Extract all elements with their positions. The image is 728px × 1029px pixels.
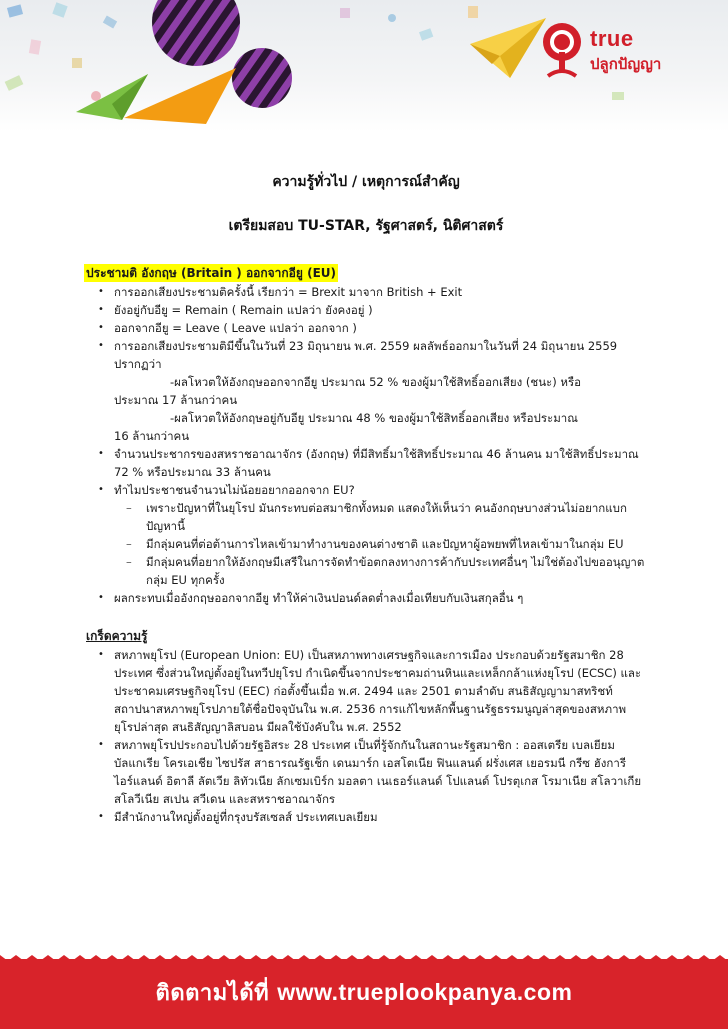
list-item: • สหภาพยุโรป (European Union: EU) เป็นสหภาพทางเศรษฐกิจและการเมือง ประกอบด้วยรัฐสมาชิก 28 ประเทศ ซึ่งส่วนใหญ่ตั้งอยู่ในทวีปยุโรป กำเนิดขึ้นจากประชาคมถ่านหินและเหล็กกล้าแห่งยุโรป (ECSC) และประชาคมเศรษฐกิจยุโรป (EEC) ก่อตั้งขึ้นเมื่อ พ.ศ. 2494 และ 2501 ตามลำดับ สนธิสัญญามาสทริชท์สถาปนาสหภาพยุโรปภายใต้ชื่อปัจจุบันใน พ.ศ. 2536 การแก้ไขหลักพื้นฐานรัฐธรรมนูญล่าสุดของสหภาพยุโรปล่าสุด สนธิสัญญาลิสบอน มีผลใช้บังคับใน พ.ศ. 2552 [86, 646, 646, 736]
tree-logo-icon [538, 22, 586, 80]
section-heading-trivia: เกร็ดความรู้ [86, 629, 148, 643]
list-item: • ผลกระทบเมื่ออังกฤษออกจากอียู ทำให้ค่าเงินปอนด์ลดต่ำลงเมื่อเทียบกับเงินสกุลอื่น ๆ [86, 589, 646, 607]
list-item: • สหภาพยุโรปประกอบไปด้วยรัฐอิสระ 28 ประเทศ เป็นที่รู้จักกันในสถานะรัฐสมาชิก : ออสเตรีย เบลเยียม บัลแกเรีย โครเอเชีย ไซปรัส สาธารณรัฐเช็ก เดนมาร์ก เอสโตเนีย ฟินแลนด์ ฝรั่งเศส เยอรมนี กรีซ ฮังการี ไอร์แลนด์ อิตาลี ลัตเวีย ลิทัวเนีย ลักเซมเบิร์ก มอลตา เนเธอร์แลนด์ โปแลนด์ โปรตุเกส โรมาเนีย สโลวาเกีย สโลวีเนีย สเปน สวีเดน และสหราชอาณาจักร [86, 736, 646, 808]
list-item: • การออกเสียงประชามติมีขึ้นในวันที่ 23 มิถุนายน พ.ศ. 2559 ผลลัพธ์ออกมาในวันที่ 24 มิถุนายน 2559 ปรากฏว่า -ผลโหวตให้อังกฤษออกจากอียู ประมาณ 52 % ของผู้มาใช้สิทธิ์ออกเสียง (ชนะ) หรือ ประมาณ 17 ล้านกว่าคน -ผลโหวตให้อังกฤษอยู่กับอียู ประมาณ 48 % ของผู้มาใช้สิทธิ์ออกเสียง หรือประมาณ 16 ล้านกว่าคน [86, 337, 646, 445]
brexit-bullet-list [86, 283, 646, 607]
vote-leave-result: -ผลโหวตให้อังกฤษออกจากอียู ประมาณ 52 % ของผู้มาใช้สิทธิ์ออกเสียง (ชนะ) หรือ [170, 375, 582, 389]
list-item: • การออกเสียงประชามติครั้งนี้ เรียกว่า = Brexit มาจาก British + Exit [86, 283, 646, 301]
trueplookpanya-logo [538, 22, 714, 84]
trivia-bullet-list [86, 646, 646, 826]
footer-website-link[interactable]: www.trueplookpanya.com [277, 979, 573, 1005]
section-brexit [86, 236, 646, 607]
vote-remain-result-cont: 16 ล้านกว่าคน [114, 429, 190, 443]
vote-remain-result: -ผลโหวตให้อังกฤษอยู่กับอียู ประมาณ 48 % ของผู้มาใช้สิทธิ์ออกเสียง หรือประมาณ [170, 411, 578, 425]
section-trivia [86, 627, 646, 826]
list-item: • ออกจากอียู = Leave ( Leave แปลว่า ออกจาก ) [86, 319, 646, 337]
section-heading-brexit: ประชามติ อังกฤษ (Britain ) ออกจากอียู (EU) [86, 266, 336, 280]
list-item: • มีสำนักงานใหญ่ตั้งอยู่ที่กรุงบรัสเซลส์ ประเทศเบลเยียม [86, 808, 646, 826]
list-item: • ทำไมประชาชนจำนวนไม่น้อยอยากออกจาก EU? – เพราะปัญหาที่ในยุโรป มันกระทบต่อสมาชิกทั้งหมด แสดงให้เห็นว่า คนอังกฤษบางส่วนไม่อยากแบกปัญหานี้ – มีกลุ่มคนที่ต่อต้านการไหลเข้ามาทำงานของคนต่างชาติ และปัญหาผู้อพยพที่ไหลเข้ามาในกลุ่ม EU – มีกลุ่มคนที่อยากให้อังกฤษมีเสรีในการจัดทำข้อตกลงทางการค้ากับประเทศอื่นๆ ไม่ใช่ต้องไปขออนุญาตกลุ่ม EU ทุกครั้ง [86, 481, 646, 589]
striped-sphere-small [232, 48, 292, 108]
list-item: – มีกลุ่มคนที่อยากให้อังกฤษมีเสรีในการจัดทำข้อตกลงทางการค้ากับประเทศอื่นๆ ไม่ใช่ต้องไปขออนุญาตกลุ่ม EU ทุกครั้ง [126, 553, 646, 589]
document-title: ความรู้ทั่วไป / เหตุการณ์สำคัญ [272, 174, 460, 190]
logo-brand-text: true [590, 26, 634, 51]
vote-leave-result-cont: ประมาณ 17 ล้านกว่าคน [114, 393, 238, 407]
reasons-sub-list [86, 499, 646, 589]
document-body [86, 172, 646, 826]
footer-follow-label: ติดตามได้ที่ [155, 981, 270, 1006]
decorative-small-icons [5, 2, 624, 101]
yellow-paper-plane-icon [470, 18, 546, 78]
striped-sphere-large [152, 0, 240, 66]
document-subtitle: เตรียมสอบ TU-STAR, รัฐศาสตร์, นิติศาสตร์ [228, 218, 504, 234]
list-item: • ยังอยู่กับอียู = Remain ( Remain แปลว่า ยังคงอยู่ ) [86, 301, 646, 319]
list-item: – เพราะปัญหาที่ในยุโรป มันกระทบต่อสมาชิกทั้งหมด แสดงให้เห็นว่า คนอังกฤษบางส่วนไม่อยากแบกปัญหานี้ [126, 499, 646, 535]
logo-subtitle-text: ปลูกปัญญา [590, 55, 662, 73]
list-item: – มีกลุ่มคนที่ต่อต้านการไหลเข้ามาทำงานของคนต่างชาติ และปัญหาผู้อพยพที่ไหลเข้ามาในกลุ่ม EU [126, 535, 646, 553]
footer-follow-text [0, 975, 728, 1010]
list-item: • จำนวนประชากรของสหราชอาณาจักร (อังกฤษ) ที่มีสิทธิ์มาใช้สิทธิ์ประมาณ 46 ล้านคน มาใช้สิทธิ์ประมาณ 72 % หรือประมาณ 33 ล้านคน [86, 445, 646, 481]
header-banner [0, 0, 728, 132]
orange-triangle-accent [124, 68, 236, 124]
